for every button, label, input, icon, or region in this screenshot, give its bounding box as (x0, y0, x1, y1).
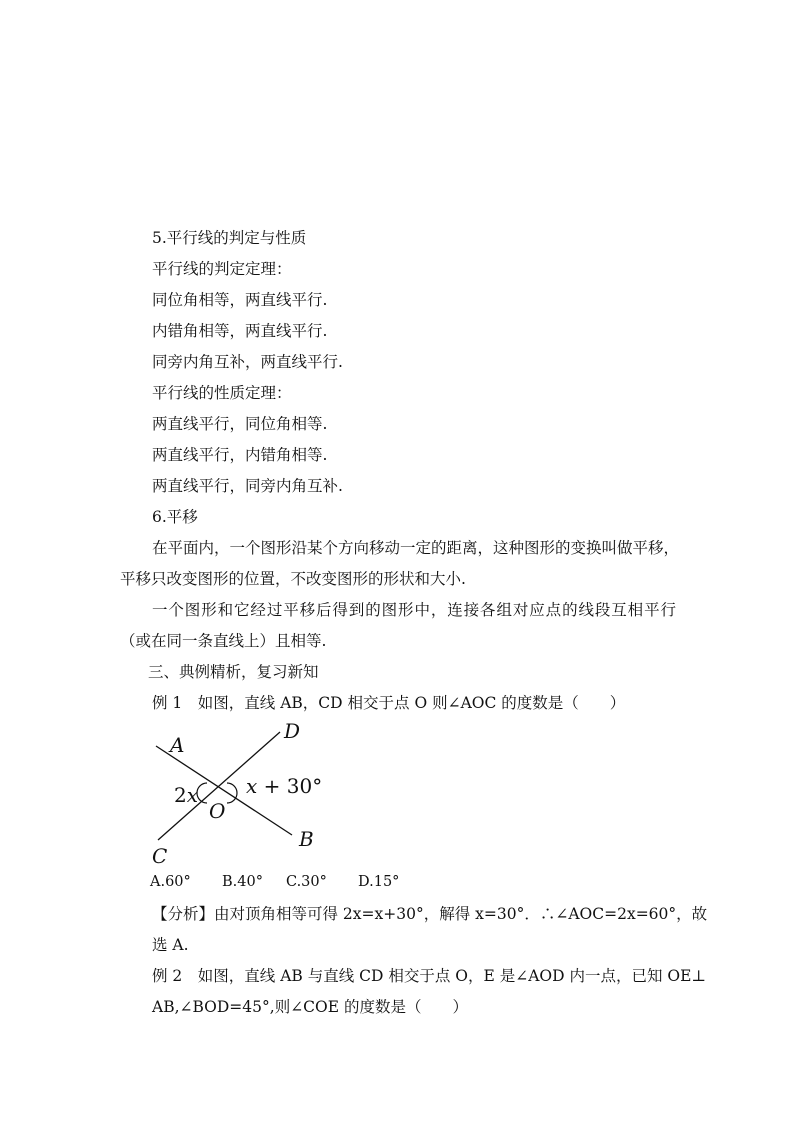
point-label-d: D (284, 719, 301, 743)
option-a: A.60° (150, 874, 191, 890)
example-2-question-line: 例 2 如图，直线 AB 与直线 CD 相交于点 O，E 是∠AOD 内一点，已知 OE⊥ (152, 967, 707, 985)
property-item: 两直线平行，同位角相等. (152, 415, 328, 433)
translation-paragraph-line: 一个图形和它经过平移后得到的图形中，连接各组对应点的线段互相平行 (152, 601, 676, 619)
intersecting-lines-figure (140, 718, 340, 868)
translation-paragraph-line: 在平面内，一个图形沿某个方向移动一定的距离，这种图形的变换叫做平移， (152, 539, 680, 557)
example-1-question: 例 1 如图，直线 AB，CD 相交于点 O 则∠AOC 的度数是（ ） (152, 694, 626, 712)
judgment-item: 内错角相等，两直线平行. (152, 322, 328, 340)
angle-arc-left (197, 783, 207, 803)
section-6-title: 6.平移 (152, 508, 198, 526)
section-5-title: 5.平行线的判定与性质 (152, 229, 307, 247)
angle-label-right: x + 30° (246, 774, 323, 798)
point-label-o: O (209, 799, 226, 823)
option-d: D.15° (358, 874, 400, 890)
translation-paragraph-line: 平移只改变图形的位置，不改变图形的形状和大小. (120, 570, 466, 588)
option-c: C.30° (286, 874, 327, 890)
judgment-item: 同位角相等，两直线平行. (152, 291, 328, 309)
point-label-c: C (152, 844, 168, 868)
translation-paragraph-line: （或在同一条直线上）且相等. (120, 632, 327, 650)
angle-label-left: 2x (174, 783, 199, 807)
judgment-item: 同旁内角互补，两直线平行. (152, 353, 343, 371)
property-item: 两直线平行，同旁内角互补. (152, 477, 343, 495)
property-theorem-heading: 平行线的性质定理： (152, 384, 292, 402)
example-1-analysis-line: 选 A. (152, 936, 189, 954)
point-label-a: A (170, 733, 185, 757)
section-3-title: 三、典例精析，复习新知 (148, 663, 319, 681)
example-1-analysis-line: 【分析】由对顶角相等可得 2x=x+30°，解得 x=30°．∴∠AOC=2x=60°，故 (152, 905, 708, 923)
option-b: B.40° (222, 874, 263, 890)
example-2-question-line: AB,∠BOD=45°,则∠COE 的度数是（ ） (152, 998, 468, 1016)
judgment-theorem-heading: 平行线的判定定理： (152, 260, 292, 278)
property-item: 两直线平行，内错角相等. (152, 446, 328, 464)
example-1-options (150, 872, 399, 892)
point-label-b: B (299, 827, 314, 851)
